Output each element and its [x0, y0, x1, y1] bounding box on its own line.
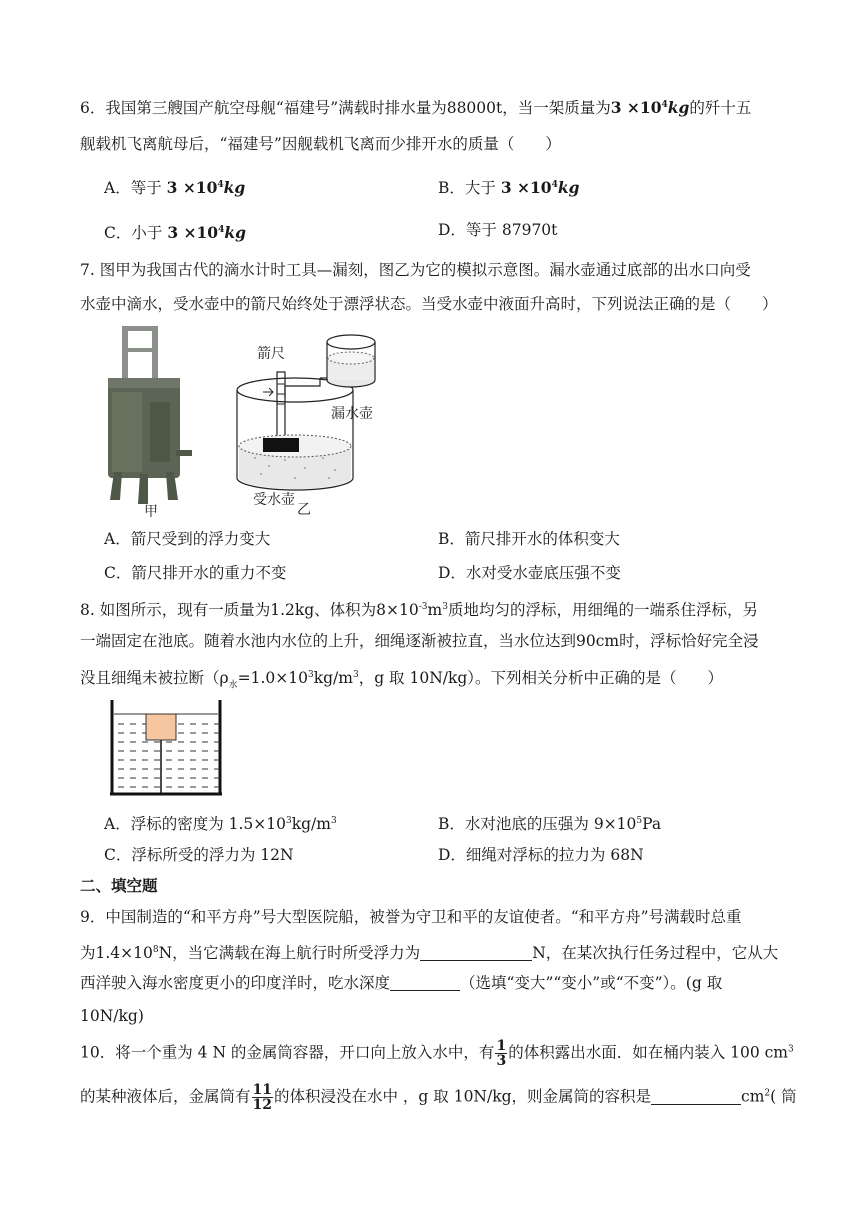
q10-fraction-eleven-twelfths: $\frac{11}{12}$	[252, 1082, 272, 1113]
q6-option-a[interactable]: A．等于 $3 \times 10^4kg$	[104, 178, 246, 198]
q8-option-c[interactable]: C．浮标所受的浮力为 12N	[104, 846, 294, 864]
q10-fraction-one-third: $\frac{1}{3}$	[496, 1038, 507, 1069]
q8-line-1: 8. 如图所示，现有一质量为1.2kg、体积为$8\times 10^{-3}m^3$质地均匀的浮标，用细绳的一端系住浮标，另	[80, 601, 758, 620]
figure-yi-label: 乙	[297, 502, 311, 518]
q6-option-b[interactable]: B．大于 $3 \times 10^4kg$	[438, 178, 580, 198]
q7-option-d[interactable]: D．水对受水壶底压强不变	[438, 564, 621, 582]
q7-option-c[interactable]: C．箭尺排开水的重力不变	[104, 564, 287, 582]
q9-blank-2[interactable]	[390, 974, 460, 991]
label-jianchi: 箭尺	[257, 346, 285, 362]
label-shoushuihu: 受水壶	[253, 492, 295, 508]
q7-option-b[interactable]: B．箭尺排开水的体积变大	[438, 530, 620, 548]
q8-line-3: 没且细绳未被拉断（$\rho_水=1.0\times 10^3kg/m^3$，g 取 10N/kg）。下列相关分析中正确的是（ ）	[80, 669, 724, 691]
q7-line-1: 7. 图甲为我国古代的滴水计时工具—漏刻，图乙为它的模拟示意图。漏水壶通过底部的出水口向受	[80, 261, 751, 279]
q9-line-2: 为$1.4\times 10^8N$，当它满载在海上航行时所受浮力为 N，在某次执行任务过程中，它从大	[80, 944, 779, 963]
section-title-fill-in: 二、填空题	[80, 877, 158, 895]
q10-line-2: 的某种液体后，金属筒有 $\frac{11}{12}$ 的体积浸没在水中 ，g 取 10N/kg，则金属筒的容积是 $cm^2$( 筒	[80, 1082, 797, 1113]
q10-line-1: 10．将一个重为 4 N 的金属筒容器，开口向上放入水中，有 $\frac{1}{3}$ 的体积露出水面．如在桶内装入 100 $cm^3$	[80, 1038, 794, 1069]
q8-option-d[interactable]: D．细绳对浮标的拉力为 68N	[438, 846, 644, 864]
q8-option-a[interactable]: A．浮标的密度为 $1.5\times 10^3kg/m^3$	[104, 815, 337, 834]
figure-yi-schematic	[225, 328, 395, 518]
figure-pool-float	[108, 698, 224, 798]
q6-mass-value: $3 \times 10^4kg$	[610, 98, 690, 118]
q6-line-2: 舰载机飞离航母后，“福建号”因舰载机飞离而少排开水的质量（ ）	[80, 135, 561, 153]
q6-option-c[interactable]: C．小于 $3 \times 10^4kg$	[104, 223, 246, 243]
figure-jia-label: 甲	[144, 504, 158, 518]
q9-line-1: 9．中国制造的“和平方舟”号大型医院船，被誉为守卫和平的友谊使者。“和平方舟”号满载时总重	[80, 908, 742, 926]
q8-line-2: 一端固定在池底。随着水池内水位的上升，细绳逐渐被拉直，当水位达到90cm时，浮标恰好完全浸	[80, 632, 759, 650]
q10-blank-1[interactable]	[651, 1088, 741, 1105]
q9-blank-1[interactable]	[420, 944, 532, 961]
figure-jia-water-clock	[100, 322, 200, 518]
label-loushuihu: 漏水壶	[331, 406, 373, 422]
q9-line-4: 10N/kg)	[80, 1007, 144, 1025]
q6-option-d[interactable]: D．等于 87970t	[438, 221, 558, 239]
q7-line-2: 水壶中滴水，受水壶中的箭尺始终处于漂浮状态。当受水壶中液面升高时，下列说法正确的是（ ）	[80, 295, 778, 313]
q6-line-1: 6．我国第三艘国产航空母舰“福建号”满载时排水量为88000t，当一架质量为$3 \times 10^4kg$的歼十五	[80, 98, 752, 118]
q7-option-a[interactable]: A．箭尺受到的浮力变大	[104, 530, 271, 548]
q9-line-3: 西洋驶入海水密度更小的印度洋时，吃水深度 （选填“变大”“变小”或“不变”）。(g 取	[80, 974, 723, 992]
q8-option-b[interactable]: B．水对池底的压强为 $9\times 10^5Pa$	[438, 815, 662, 834]
